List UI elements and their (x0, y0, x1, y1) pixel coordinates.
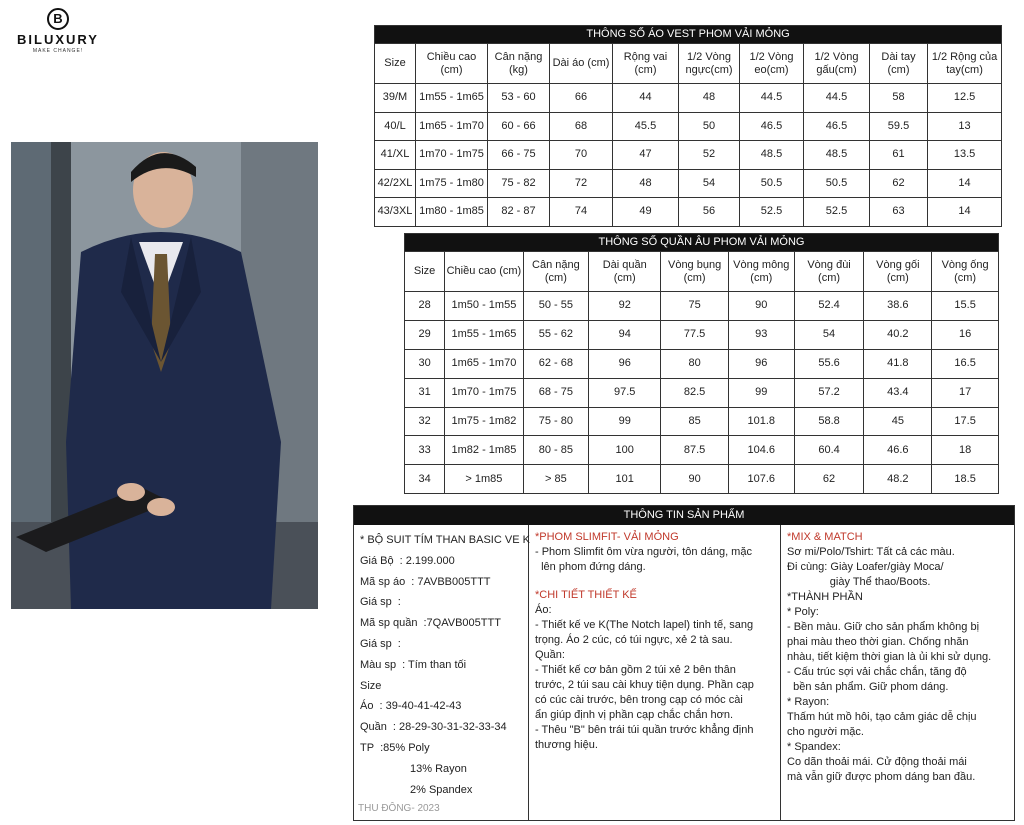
detail-key: Size (360, 679, 382, 692)
pants-cell: 68 - 75 (523, 378, 589, 407)
jacket-header-cell: 1/2 Vòng gấu(cm) (804, 44, 870, 84)
jacket-cell: 75 - 82 (488, 169, 550, 198)
detail-key: Mã sp áo (360, 575, 406, 588)
jacket-cell: 48.5 (740, 141, 804, 170)
jacket-cell: 1m70 - 1m75 (416, 141, 488, 170)
jacket-header-cell: Cân nặng (kg) (488, 44, 550, 84)
detail-value: 13% Rayon (410, 762, 467, 775)
pants-cell: 15.5 (932, 292, 999, 321)
pants-cell: 1m65 - 1m70 (445, 349, 523, 378)
pants-cell: 1m82 - 1m85 (445, 436, 523, 465)
info-text-line: - Phom Slimfit ôm vừa người, tôn dáng, mặc (535, 546, 752, 558)
model-in-suit-image (11, 142, 318, 609)
info-text-line: lên phom đứng dáng. (535, 561, 646, 573)
pants-cell: 77.5 (661, 320, 729, 349)
pants-header-cell: Vòng mông (cm) (728, 252, 794, 292)
pants-cell: 30 (405, 349, 445, 378)
pants-header-cell: Vòng đùi (cm) (794, 252, 864, 292)
jacket-cell: 59.5 (870, 112, 928, 141)
info-text-line: * Rayon: (787, 696, 830, 708)
info-text-line: giày Thể thao/Boots. (787, 576, 931, 588)
pants-cell: 34 (405, 465, 445, 494)
detail-row (360, 634, 522, 655)
design-details-column (529, 525, 781, 820)
pants-cell: 101.8 (728, 407, 794, 436)
fit-heading: *PHOM SLIMFIT- VẢI MỎNG (535, 531, 679, 543)
jacket-cell: 70 (550, 141, 613, 170)
pants-cell: > 1m85 (445, 465, 523, 494)
detail-value: 2% Spandex (410, 783, 473, 796)
jacket-cell: 1m75 - 1m80 (416, 169, 488, 198)
pants-cell: 31 (405, 378, 445, 407)
jacket-cell: 50 (679, 112, 740, 141)
pants-table-row (405, 436, 999, 465)
pants-cell: 55 - 62 (523, 320, 589, 349)
detail-value: : 2.199.000 (399, 554, 455, 567)
jacket-cell: 1m65 - 1m70 (416, 112, 488, 141)
pants-cell: 18.5 (932, 465, 999, 494)
pants-cell: 82.5 (661, 378, 729, 407)
detail-value: : 7AVBB005TTT (411, 575, 491, 588)
detail-key: Giá sp (360, 596, 392, 609)
jacket-cell: 74 (550, 198, 613, 227)
pants-cell: 45 (864, 407, 932, 436)
detail-row (360, 759, 522, 780)
jacket-table-row (375, 112, 1002, 141)
jacket-cell: 68 (550, 112, 613, 141)
detail-row (360, 738, 522, 759)
jacket-cell: 48.5 (804, 141, 870, 170)
pants-cell: 16 (932, 320, 999, 349)
detail-row (360, 780, 522, 801)
info-text-line: * Spandex: (787, 741, 841, 753)
jacket-cell: 56 (679, 198, 740, 227)
info-text-line: Sơ mi/Polo/Tshirt: Tất cả các màu. (787, 546, 955, 558)
detail-row (360, 717, 522, 738)
pants-cell: 90 (661, 465, 729, 494)
detail-row (360, 592, 522, 613)
brand-tagline: MAKE CHANGE! (32, 48, 84, 54)
pants-cell: 92 (589, 292, 661, 321)
brand-name: BILUXURY (17, 32, 99, 47)
pants-cell: 43.4 (864, 378, 932, 407)
jacket-cell: 14 (928, 169, 1002, 198)
jacket-cell: 47 (613, 141, 679, 170)
pants-header-cell: Vòng gối (cm) (864, 252, 932, 292)
jacket-cell: 49 (613, 198, 679, 227)
jacket-cell: 1m55 - 1m65 (416, 84, 488, 113)
detail-value: : 39-40-41-42-43 (379, 700, 462, 713)
pants-cell: 32 (405, 407, 445, 436)
info-text-line: Đi cùng: Giày Loafer/giày Moca/ (787, 561, 944, 573)
pants-cell: 80 (661, 349, 729, 378)
jacket-cell: 50.5 (804, 169, 870, 198)
pants-cell: 58.8 (794, 407, 864, 436)
jacket-cell: 62 (870, 169, 928, 198)
pants-cell: 96 (728, 349, 794, 378)
jacket-header-cell: Chiều cao (cm) (416, 44, 488, 84)
jacket-cell: 66 (550, 84, 613, 113)
detail-key: Quần (360, 721, 387, 734)
pants-table-row (405, 465, 999, 494)
pants-cell: 60.4 (794, 436, 864, 465)
pants-cell: 38.6 (864, 292, 932, 321)
jacket-cell: 66 - 75 (488, 141, 550, 170)
detail-key: Áo (360, 700, 374, 713)
info-text-line: trước, 2 túi sau cài khuy tiện dụng. Phần cạp (535, 679, 754, 691)
jacket-table-row (375, 169, 1002, 198)
pants-header-cell: Dài quần (cm) (589, 252, 661, 292)
pants-cell: 100 (589, 436, 661, 465)
jacket-cell: 44 (613, 84, 679, 113)
jacket-cell: 46.5 (804, 112, 870, 141)
pants-cell: 99 (728, 378, 794, 407)
jacket-cell: 46.5 (740, 112, 804, 141)
jacket-header-cell: Rộng vai (cm) (613, 44, 679, 84)
pants-cell: 107.6 (728, 465, 794, 494)
detail-key: Màu sp (360, 658, 397, 671)
info-text-line: - Cấu trúc sợi vải chắc chắn, tăng độ (787, 666, 967, 678)
jacket-size-table (374, 25, 1002, 227)
jacket-header-cell: Dài áo (cm) (550, 44, 613, 84)
detail-key: Giá sp (360, 637, 392, 650)
detail-row (360, 572, 522, 593)
info-text-line: phai màu theo thời gian. Chống nhăn (787, 636, 969, 648)
detail-value: :7QAVB005TTT (423, 617, 501, 630)
detail-row (360, 613, 522, 634)
pants-header-cell: Size (405, 252, 445, 292)
pants-header-cell: Vòng bụng (cm) (661, 252, 729, 292)
detail-row (360, 655, 522, 676)
pants-table-row (405, 292, 999, 321)
pants-cell: 46.6 (864, 436, 932, 465)
jacket-table-row (375, 84, 1002, 113)
pants-cell: 75 (661, 292, 729, 321)
pants-cell: 104.6 (728, 436, 794, 465)
detail-key: Mã sp quần (360, 617, 418, 630)
pants-cell: 1m50 - 1m55 (445, 292, 523, 321)
jacket-cell: 48 (613, 169, 679, 198)
info-text-line: ẩn giúp định vị phần cạp chắc chắn hơn. (535, 709, 734, 721)
jacket-cell: 1m80 - 1m85 (416, 198, 488, 227)
brand-logo (8, 8, 108, 54)
info-text-line: - Bền màu. Giữ cho sản phẩm không bị (787, 621, 980, 633)
pants-cell: 33 (405, 436, 445, 465)
pants-cell: 80 - 85 (523, 436, 589, 465)
jacket-cell: 52 (679, 141, 740, 170)
info-text-line: *THÀNH PHẦN (787, 591, 863, 603)
pants-header-cell: Vòng ống (cm) (932, 252, 999, 292)
detail-row (360, 530, 530, 551)
detail-value: : Tím than tối (402, 658, 467, 671)
pants-cell: > 85 (523, 465, 589, 494)
jacket-header-cell: Dài tay (cm) (870, 44, 928, 84)
info-text-line: Thấm hút mồ hôi, tạo cảm giác dễ chịu (787, 711, 977, 723)
pants-table-row (405, 407, 999, 436)
jacket-cell: 54 (679, 169, 740, 198)
jacket-header-cell: Size (375, 44, 416, 84)
pants-cell: 29 (405, 320, 445, 349)
jacket-header-cell: 1/2 Vòng eo(cm) (740, 44, 804, 84)
info-text-line: có cúc cài trước, bên trong cạp có móc cài (535, 694, 743, 706)
info-text-line: Áo: (535, 604, 552, 616)
pants-cell: 57.2 (794, 378, 864, 407)
jacket-cell: 12.5 (928, 84, 1002, 113)
pants-cell: 96 (589, 349, 661, 378)
jacket-cell: 45.5 (613, 112, 679, 141)
brand-mark-icon: B (47, 8, 69, 30)
jacket-cell: 60 - 66 (488, 112, 550, 141)
jacket-cell: 82 - 87 (488, 198, 550, 227)
info-text-line: * Poly: (787, 606, 819, 618)
detail-key: * BỘ SUIT TÍM THAN BASIC VE K (360, 534, 530, 546)
jacket-cell: 43/3XL (375, 198, 416, 227)
detail-value: : 28-29-30-31-32-33-34 (392, 721, 507, 734)
info-text-line: - Thiết kế ve K(The Notch lapel) tinh tế, sang (535, 619, 754, 631)
pants-cell: 55.6 (794, 349, 864, 378)
jacket-cell: 13 (928, 112, 1002, 141)
pants-cell: 1m70 - 1m75 (445, 378, 523, 407)
detail-key: Giá Bộ (360, 554, 394, 567)
jacket-cell: 48 (679, 84, 740, 113)
info-text-line: - Thiết kế cơ bản gồm 2 túi xẻ 2 bên thân (535, 664, 736, 676)
pants-cell: 52.4 (794, 292, 864, 321)
jacket-cell: 50.5 (740, 169, 804, 198)
pants-cell: 90 (728, 292, 794, 321)
info-text-line: trọng. Áo 2 cúc, có túi ngực, xẻ 2 tà sau. (535, 634, 733, 646)
pants-table-row (405, 320, 999, 349)
detail-key: TP (360, 741, 375, 754)
pants-header-cell: Chiều cao (cm) (445, 252, 523, 292)
pants-cell: 93 (728, 320, 794, 349)
info-text-line: thương hiệu. (535, 739, 598, 751)
jacket-cell: 72 (550, 169, 613, 198)
pants-header-cell: Cân nặng (cm) (523, 252, 589, 292)
pants-cell: 94 (589, 320, 661, 349)
pants-cell: 101 (589, 465, 661, 494)
pants-cell: 50 - 55 (523, 292, 589, 321)
pants-cell: 62 (794, 465, 864, 494)
detail-row (360, 551, 522, 572)
pants-cell: 28 (405, 292, 445, 321)
jacket-cell: 40/L (375, 112, 416, 141)
info-text-line: Co dãn thoải mái. Cử động thoải mái (787, 756, 967, 768)
jacket-cell: 44.5 (740, 84, 804, 113)
pants-cell: 85 (661, 407, 729, 436)
jacket-table-row (375, 198, 1002, 227)
info-text-line: Quần: (535, 649, 565, 661)
pants-table-title: THÔNG SỐ QUẦN ÂU PHOM VẢI MỎNG (405, 234, 999, 252)
pants-cell: 87.5 (661, 436, 729, 465)
detail-value: : (397, 637, 401, 650)
jacket-cell: 53 - 60 (488, 84, 550, 113)
info-text-line: - Thêu "B" bên trái túi quần trước khẳng định (535, 724, 754, 736)
pants-cell: 99 (589, 407, 661, 436)
season-label: THU ĐÔNG- 2023 (358, 803, 440, 814)
jacket-cell: 61 (870, 141, 928, 170)
design-heading: *CHI TIẾT THIẾT KẾ (535, 589, 637, 601)
pants-cell: 54 (794, 320, 864, 349)
jacket-cell: 41/XL (375, 141, 416, 170)
jacket-cell: 39/M (375, 84, 416, 113)
jacket-cell: 14 (928, 198, 1002, 227)
pants-cell: 16.5 (932, 349, 999, 378)
jacket-cell: 44.5 (804, 84, 870, 113)
jacket-cell: 58 (870, 84, 928, 113)
mix-match-column (781, 525, 1014, 820)
jacket-cell: 13.5 (928, 141, 1002, 170)
detail-value: : (397, 596, 401, 609)
jacket-cell: 63 (870, 198, 928, 227)
pants-cell: 18 (932, 436, 999, 465)
pants-cell: 1m75 - 1m82 (445, 407, 523, 436)
pants-cell: 97.5 (589, 378, 661, 407)
jacket-table-title: THÔNG SỐ ÁO VEST PHOM VẢI MỎNG (375, 26, 1002, 44)
product-info-panel (353, 505, 1015, 821)
pants-cell: 1m55 - 1m65 (445, 320, 523, 349)
detail-row (360, 676, 522, 697)
detail-row (360, 696, 522, 717)
info-text-line: bền sản phẩm. Giữ phom dáng. (787, 681, 949, 693)
pants-cell: 41.8 (864, 349, 932, 378)
jacket-header-cell: 1/2 Rộng của tay(cm) (928, 44, 1002, 84)
info-text-line: cho người mặc. (787, 726, 864, 738)
jacket-table-row (375, 141, 1002, 170)
pants-cell: 17 (932, 378, 999, 407)
pants-cell: 48.2 (864, 465, 932, 494)
info-text-line: mà vẫn giữ được phom dáng ban đầu. (787, 771, 976, 783)
jacket-header-cell: 1/2 Vòng ngực(cm) (679, 44, 740, 84)
pants-table-row (405, 349, 999, 378)
product-details-column (354, 525, 529, 820)
pants-cell: 62 - 68 (523, 349, 589, 378)
jacket-cell: 52.5 (740, 198, 804, 227)
pants-cell: 17.5 (932, 407, 999, 436)
info-text-line: nhàu, tiết kiệm thời gian là ủi khi sử dụng. (787, 651, 992, 663)
pants-table-row (405, 378, 999, 407)
detail-value: :85% Poly (380, 741, 430, 754)
jacket-cell: 42/2XL (375, 169, 416, 198)
pants-size-table (404, 233, 999, 494)
product-photo (11, 142, 318, 609)
mix-match-heading: *MIX & MATCH (787, 531, 863, 543)
pants-cell: 75 - 80 (523, 407, 589, 436)
product-info-title: THÔNG TIN SẢN PHẨM (354, 506, 1014, 525)
jacket-cell: 52.5 (804, 198, 870, 227)
pants-cell: 40.2 (864, 320, 932, 349)
